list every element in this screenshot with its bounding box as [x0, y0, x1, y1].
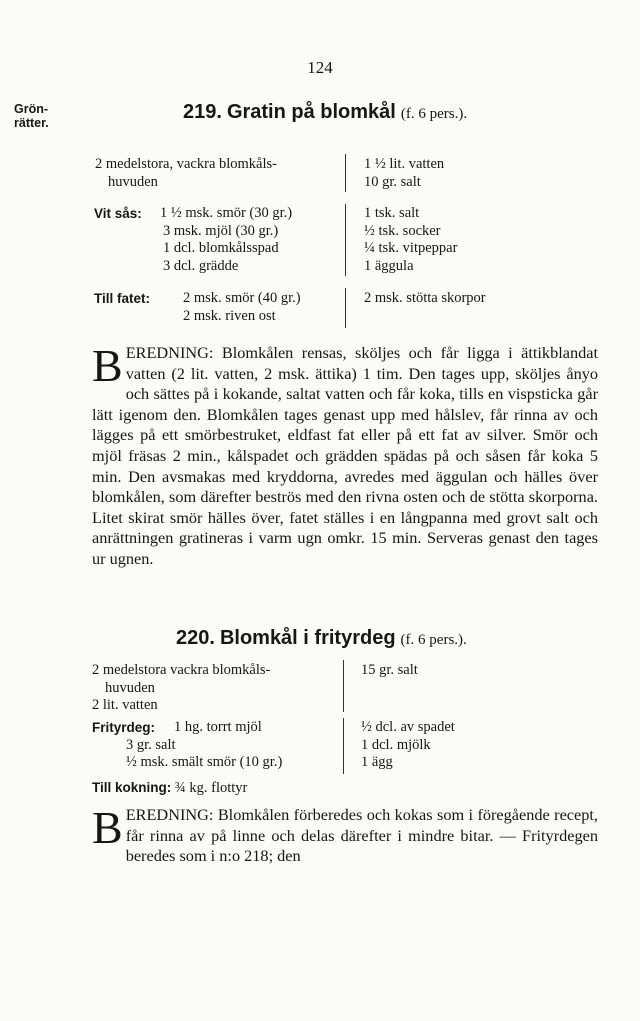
margin-note-line-2: rätter. [14, 116, 49, 130]
instructions-lead: EREDNING: [125, 805, 214, 824]
ingredient-line: 2 msk. smör (40 gr.) [183, 290, 301, 306]
instructions-text: Blomkålen förberedes och kokas som i föregående recept, får rinna av på linne och delas därefter i mindre bitar. — Frityrdegen beredes som i n:o 218; den [125, 805, 598, 866]
recipe-number: 220. [176, 627, 215, 649]
ingredient-line: 1 dcl. mjölk [361, 736, 431, 753]
page-number: 124 [307, 58, 333, 77]
instructions-text: Blomkålen rensas, sköljes och får ligga i ättikblandat vatten (2 lit. vatten, 2 msk. ättika) 1 tim. Den tages upp, sköljes ånyo och sättes på i kokande, saltat vatten och får koka, tills en vispsticka går lätt igenom den. Blomkålen tages genast upp med hålslev, får rinna av och lägges på ett smörbestruket, eldfast fat eller på ett fat av silver. Smör och mjöl fräsas 2 min., kålspadet och grädden spädas på och såsen får koka 5 min. Den avsmakas med kryddorna, avredes med äggulan och hälles över blomkålen, som därefter beströs med den rivna osten och de stötta skorporna. Litet skirat smör hälles över, fatet ställes i en långpanna med grovt salt och anrättningen gratineras i varm ugn omkr. 15 min. Serveras genast den tages ur ugnen. [92, 343, 598, 568]
ingredient-line: 1 ägg [361, 754, 393, 770]
ingredients-main-left [95, 156, 277, 191]
ingredient-line: ¼ tsk. vitpeppar [364, 240, 458, 256]
margin-note-line-1: Grön- [14, 102, 49, 116]
column-divider [345, 288, 346, 328]
ingredient-line: ½ tsk. socker [364, 222, 441, 239]
recipe-number: 219. [183, 101, 222, 123]
frityrdeg-ingredients-left [126, 719, 283, 772]
till-fatet-ingredients-left [183, 290, 301, 325]
ingredient-line: huvuden [105, 679, 155, 696]
ingredient-line: 1 ½ msk. smör (30 gr.) [160, 205, 293, 221]
drop-cap: B [92, 340, 123, 391]
till-kokning-row [92, 779, 247, 798]
drop-cap: B [92, 802, 123, 853]
ingredient-line: 1 ½ lit. vatten [364, 156, 445, 172]
recipe-name: Gratin på blomkål [226, 101, 396, 123]
ingredient-line: 3 msk. mjöl (30 gr.) [163, 222, 279, 239]
till-kokning-label: Till kokning: [92, 780, 172, 795]
ingredient-line: 2 msk. stötta skorpor [364, 290, 486, 306]
column-divider [343, 660, 344, 712]
ingredient-line: 10 gr. salt [364, 173, 421, 190]
ingredient-line: 3 gr. salt [126, 736, 176, 753]
ingredient-line: huvuden [108, 173, 158, 190]
recipe-219-title [183, 101, 467, 124]
vit-sas-ingredients-left [160, 205, 292, 275]
ingredient-line: 2 msk. riven ost [183, 307, 276, 324]
till-fatet-label: Till fatet: [94, 291, 151, 306]
ingredient-line: 2 lit. vatten [92, 697, 158, 713]
margin-note [14, 102, 49, 130]
till-fatet-ingredients-right [364, 290, 486, 308]
ingredient-line: 1 tsk. salt [364, 205, 420, 221]
frityrdeg-ingredients-right [361, 719, 455, 772]
ingredient-line: 2 medelstora, vackra blomkåls- [95, 156, 277, 172]
ingredients-main-right [361, 662, 418, 680]
ingredient-line: ½ dcl. av spadet [361, 719, 455, 735]
column-divider [345, 154, 346, 192]
ingredient-line: 15 gr. salt [361, 662, 418, 678]
vit-sas-label: Vit sås: [94, 206, 142, 221]
recipe-servings: (f. 6 pers.). [400, 632, 467, 648]
ingredient-line: 1 hg. torrt mjöl [174, 719, 262, 735]
column-divider [343, 718, 344, 774]
ingredient-line: 2 medelstora vackra blomkåls- [92, 662, 271, 678]
recipe-219-instructions [92, 340, 598, 570]
ingredients-main-left [92, 662, 270, 715]
column-divider [345, 204, 346, 276]
ingredient-line: 1 dcl. blomkålsspad [163, 240, 279, 256]
till-kokning-value: ¾ kg. flottyr [174, 780, 248, 796]
ingredient-line: 1 äggula [364, 257, 414, 274]
instructions-lead: EREDNING: [125, 343, 214, 362]
ingredient-line: 3 dcl. grädde [163, 257, 239, 274]
ingredients-main-right [364, 156, 444, 191]
recipe-220-title [176, 627, 467, 650]
frityrdeg-label: Frityrdeg: [92, 720, 156, 735]
vit-sas-ingredients-right [364, 205, 457, 275]
recipe-220-instructions [92, 802, 598, 867]
recipe-name: Blomkål i frityrdeg [219, 627, 396, 649]
recipe-servings: (f. 6 pers.). [400, 106, 468, 122]
ingredient-line: ½ msk. smält smör (10 gr.) [126, 754, 283, 770]
